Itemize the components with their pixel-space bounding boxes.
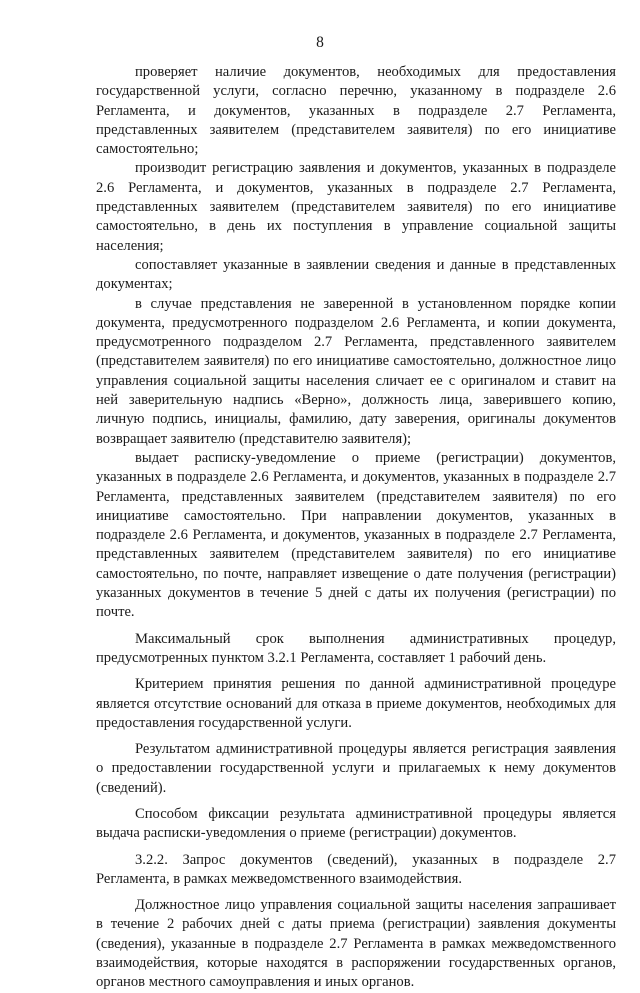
paragraph-register-application: производит регистрацию заявления и документов, указанных в подразделе 2.6 Регламента, и документов, указанных в подразделе 2.7 Регламента, представленных заявителем (представителем заявителя) по его инициативе самостоятельно, в день их поступления в управление социальной защиты населения; [96, 160, 616, 254]
paragraph-issue-receipt: выдает расписку-уведомление о приеме (регистрации) документов, указанных в подразделе 2.6 Регламента, и документов, указанных в подразделе 2.7 Регламента, представленных заявителем (представителем заявителя) по его инициативе самостоятельно. При направлении документов, указанных в подразделе 2.6 Регламента, и документов, указанных в подразделе 2.7 Регламента, представленных заявителем (представителем заявителя) по его инициативе самостоятельно, по почте, направляет извещение о дате получения (регистрации) указанных документов в течение 5 дней с даты их получения (регистрации) по почте. [96, 449, 616, 621]
paragraph-max-duration: Максимальный срок выполнения административных процедур, предусмотренных пунктом 3.2.1 Регламента, составляет 1 рабочий день. [96, 630, 616, 666]
paragraph-interagency-request: Должностное лицо управления социальной защиты населения запрашивает в течение 2 рабочих дней с даты приема (регистрации) заявления документы (сведения), указанные в подразделе 2.7 Регламента в рамках межведомственного взаимодействия, которые находятся в распоряжении государственных органов, органов местного самоуправления и иных органов. [96, 897, 616, 991]
paragraph-result-fixation: Способом фиксации результата административной процедуры является выдача расписки-уведомления о приеме (регистрации) документов. [96, 805, 616, 842]
paragraph-copy-certification: в случае представления не заверенной в установленном порядке копии документа, предусмотренного подразделом 2.6 Регламента, и копии документа, предусмотренного подразделом 2.7 Регламента, представленного заявителем (представителем заявителя) по его инициативе самостоятельно, должностное лицо управления социальной защиты населения сличает ее с оригиналом и ставит на ней заверительную надпись «Верно», должность лица, заверившего копию, личную подпись, инициалы, фамилию, дату заверения, оригиналы документов возвращает заявителю (представителю заявителя); [96, 295, 616, 447]
page-number: 8 [316, 34, 324, 51]
paragraph-compare-data: сопоставляет указанные в заявлении сведения и данные в представленных документах; [96, 256, 616, 293]
document-body [96, 63, 616, 993]
paragraph-check-documents: проверяет наличие документов, необходимых для предоставления государственной услуги, согласно перечню, указанному в подразделе 2.6 Регламента, и документов, указанных в подразделе 2.7 Регламента, представленных заявителем (представителем заявителя) по его инициативе самостоятельно; [96, 64, 616, 158]
paragraph-decision-criterion: Критерием принятия решения по данной административной процедуре является отсутствие оснований для отказа в приеме документов, необходимых для предоставления государственной услуги. [96, 676, 616, 731]
section-heading-3-2-2: 3.2.2. Запрос документов (сведений), указанных в подразделе 2.7 Регламента, в рамках межведомственного взаимодействия. [96, 851, 616, 887]
paragraph-procedure-result: Результатом административной процедуры является регистрация заявления о предоставлении государственной услуги и прилагаемых к нему документов (сведений). [96, 741, 616, 796]
